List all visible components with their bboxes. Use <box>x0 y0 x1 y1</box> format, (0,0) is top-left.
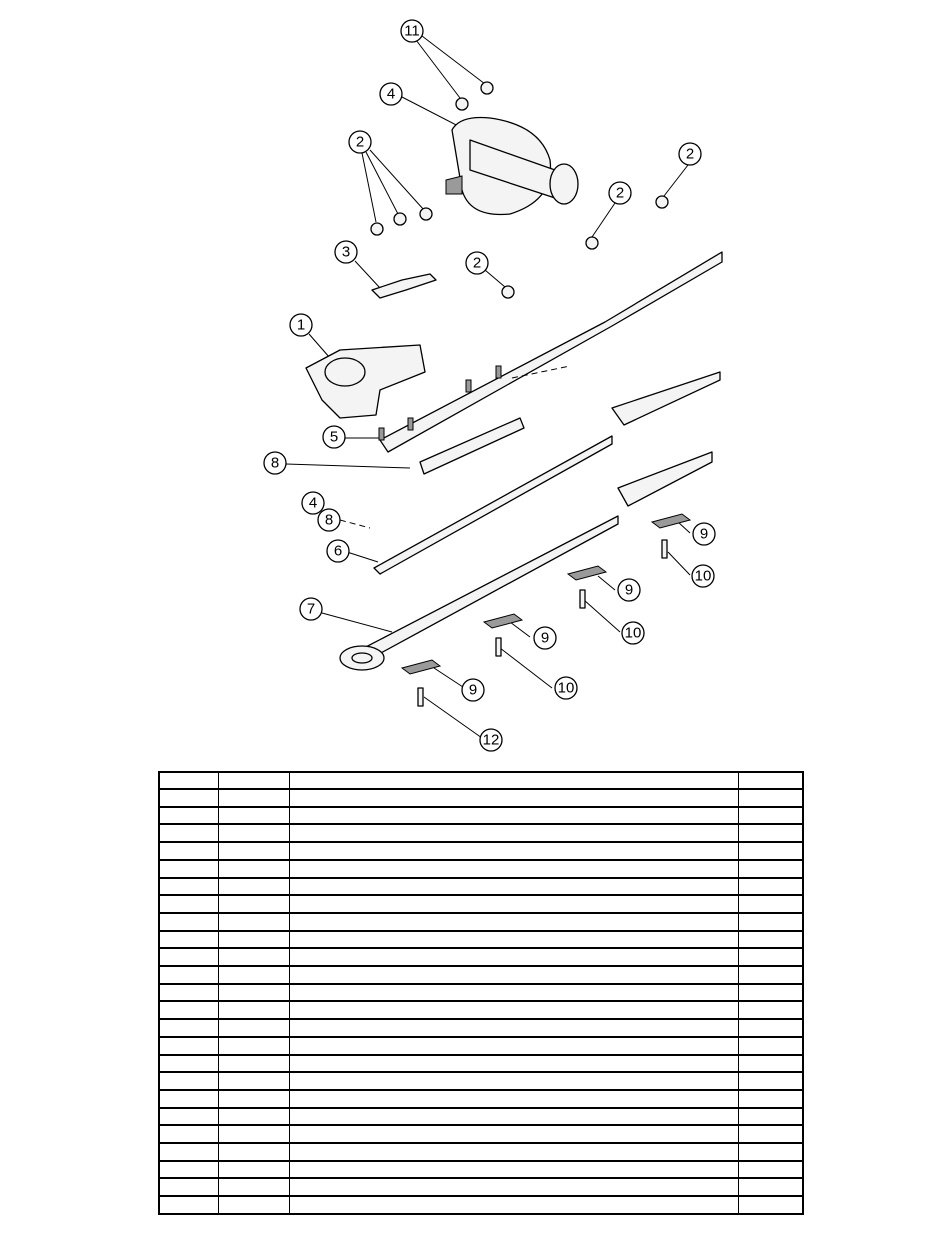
table-cell <box>159 1108 218 1126</box>
table-cell <box>738 1090 803 1108</box>
callout-5 <box>323 426 345 448</box>
table-cell <box>218 966 289 984</box>
table-row <box>159 1125 803 1143</box>
table-cell <box>159 948 218 966</box>
svg-text:9: 9 <box>540 629 550 647</box>
callout-2-left <box>349 131 371 153</box>
table-row <box>159 966 803 984</box>
table-row <box>159 1143 803 1161</box>
callout-9-a <box>693 523 715 545</box>
table-row <box>159 913 803 931</box>
table-cell <box>738 1143 803 1161</box>
table-cell <box>159 1019 218 1037</box>
table-cell <box>738 913 803 931</box>
table-cell <box>159 1055 218 1073</box>
table-cell <box>738 824 803 842</box>
table-cell <box>218 895 289 913</box>
table-cell <box>218 984 289 1002</box>
callout-7 <box>300 598 322 620</box>
table-cell <box>289 1037 738 1055</box>
table-cell <box>738 931 803 949</box>
table-cell <box>218 860 289 878</box>
table-cell <box>289 1019 738 1037</box>
table-row <box>159 895 803 913</box>
svg-text:5: 5 <box>329 428 339 446</box>
svg-text:4: 4 <box>308 494 318 512</box>
table-cell <box>738 1178 803 1196</box>
table-cell <box>289 1108 738 1126</box>
table-cell <box>289 1178 738 1196</box>
table-cell <box>289 860 738 878</box>
callout-11 <box>401 20 423 42</box>
table-cell <box>289 842 738 860</box>
table-cell <box>218 824 289 842</box>
table-cell <box>159 789 218 807</box>
table-cell <box>159 860 218 878</box>
table-cell <box>738 878 803 896</box>
svg-text:3: 3 <box>341 243 351 261</box>
table-cell <box>289 913 738 931</box>
table-row <box>159 1161 803 1179</box>
callout-12 <box>480 729 502 751</box>
table-row <box>159 1196 803 1214</box>
connecting-rod <box>420 418 524 474</box>
table-row <box>159 1001 803 1019</box>
svg-text:2: 2 <box>615 184 625 202</box>
header-cell <box>289 772 738 789</box>
table-cell <box>159 913 218 931</box>
table-cell <box>289 895 738 913</box>
table-cell <box>289 1125 738 1143</box>
callout-9-d <box>462 679 484 701</box>
table-cell <box>738 948 803 966</box>
callout-10-a <box>692 565 714 587</box>
table-cell <box>289 1055 738 1073</box>
callout-9-c <box>534 627 556 649</box>
table-cell <box>218 913 289 931</box>
parts-list-table <box>158 771 804 1215</box>
table-row <box>159 948 803 966</box>
table-cell <box>738 895 803 913</box>
table-cell <box>218 1090 289 1108</box>
svg-text:9: 9 <box>468 681 478 699</box>
table-row <box>159 1037 803 1055</box>
table-cell <box>738 966 803 984</box>
table-cell <box>289 878 738 896</box>
table-cell <box>738 984 803 1002</box>
callout-9-b <box>618 579 640 601</box>
svg-text:2: 2 <box>472 254 482 272</box>
callout-3 <box>335 241 357 263</box>
table-row <box>159 824 803 842</box>
table-body <box>159 789 803 1214</box>
table-cell <box>159 895 218 913</box>
callout-8-reference <box>318 509 340 531</box>
table-cell <box>289 966 738 984</box>
svg-text:6: 6 <box>333 542 343 560</box>
table-cell <box>289 1196 738 1214</box>
callout-6 <box>327 540 349 562</box>
table-cell <box>218 1161 289 1179</box>
table-cell <box>159 1143 218 1161</box>
table-cell <box>218 1125 289 1143</box>
lower-blade <box>340 516 618 670</box>
table-cell <box>738 842 803 860</box>
table-cell <box>738 1055 803 1073</box>
table-cell <box>738 789 803 807</box>
table-cell <box>289 984 738 1002</box>
svg-text:8: 8 <box>270 454 280 472</box>
table-cell <box>159 984 218 1002</box>
table-cell <box>218 931 289 949</box>
header-cell <box>738 772 803 789</box>
svg-text:4: 4 <box>386 85 396 103</box>
table-row <box>159 1055 803 1073</box>
table-cell <box>289 1090 738 1108</box>
svg-text:10: 10 <box>694 567 712 585</box>
table-cell <box>159 1178 218 1196</box>
callout-2-center <box>466 252 488 274</box>
svg-text:1: 1 <box>296 316 306 334</box>
callout-8-rod <box>264 452 286 474</box>
table-row <box>159 842 803 860</box>
table-cell <box>159 842 218 860</box>
table-cell <box>159 1196 218 1214</box>
table-cell <box>738 1037 803 1055</box>
callout-10-c <box>555 677 577 699</box>
table-cell <box>218 1001 289 1019</box>
callout-4-reference <box>302 492 324 514</box>
table-row <box>159 1019 803 1037</box>
table-cell <box>289 789 738 807</box>
table-cell <box>218 1108 289 1126</box>
svg-text:9: 9 <box>699 525 709 543</box>
table-row <box>159 878 803 896</box>
table-cell <box>218 1178 289 1196</box>
table-cell <box>159 966 218 984</box>
svg-text:7: 7 <box>306 600 316 618</box>
table-row <box>159 860 803 878</box>
header-cell <box>159 772 218 789</box>
table-cell <box>289 948 738 966</box>
table-cell <box>289 1001 738 1019</box>
table-cell <box>289 807 738 825</box>
table-cell <box>159 1161 218 1179</box>
table-cell <box>218 842 289 860</box>
table-cell <box>218 1019 289 1037</box>
table-cell <box>218 948 289 966</box>
table-cell <box>289 931 738 949</box>
table-cell <box>218 807 289 825</box>
table-row <box>159 789 803 807</box>
table-cell <box>218 1196 289 1214</box>
callout-4-cover <box>380 83 402 105</box>
svg-text:12: 12 <box>482 731 500 749</box>
table-cell <box>218 878 289 896</box>
table-row <box>159 1072 803 1090</box>
table-cell <box>289 824 738 842</box>
svg-text:10: 10 <box>557 679 575 697</box>
table-cell <box>218 789 289 807</box>
table-row <box>159 931 803 949</box>
callout-10-b <box>622 622 644 644</box>
table-cell <box>218 1055 289 1073</box>
table-cell <box>289 1072 738 1090</box>
table-cell <box>218 1072 289 1090</box>
table-cell <box>218 1037 289 1055</box>
table-cell <box>738 1001 803 1019</box>
table-header-row <box>159 772 803 789</box>
table-cell <box>159 1090 218 1108</box>
bracket <box>372 274 436 298</box>
table-cell <box>738 1196 803 1214</box>
table-cell <box>159 878 218 896</box>
table-cell <box>738 1019 803 1037</box>
gear-housing-cover <box>446 118 578 215</box>
table-cell <box>159 824 218 842</box>
svg-text:8: 8 <box>324 511 334 529</box>
table-cell <box>159 1001 218 1019</box>
table-cell <box>159 807 218 825</box>
table-cell <box>159 1072 218 1090</box>
table-cell <box>738 1125 803 1143</box>
svg-text:10: 10 <box>624 624 642 642</box>
table-row <box>159 984 803 1002</box>
table-row <box>159 807 803 825</box>
table-cell <box>738 860 803 878</box>
gear-case <box>306 345 425 418</box>
table-cell <box>159 1037 218 1055</box>
callout-2-mid-right <box>609 182 631 204</box>
table-cell <box>218 1143 289 1161</box>
svg-text:2: 2 <box>685 145 695 163</box>
callout-1 <box>290 314 312 336</box>
table-cell <box>738 1108 803 1126</box>
table-row <box>159 1108 803 1126</box>
table-row <box>159 1090 803 1108</box>
table-row <box>159 1178 803 1196</box>
svg-text:2: 2 <box>355 133 365 151</box>
table-cell <box>738 1161 803 1179</box>
table-cell <box>738 1072 803 1090</box>
table-cell <box>289 1161 738 1179</box>
table-cell <box>738 807 803 825</box>
header-cell <box>218 772 289 789</box>
svg-text:11: 11 <box>404 22 420 40</box>
table-cell <box>159 1125 218 1143</box>
table-cell <box>289 1143 738 1161</box>
callout-2-right <box>679 143 701 165</box>
table-cell <box>159 931 218 949</box>
svg-text:9: 9 <box>624 581 634 599</box>
